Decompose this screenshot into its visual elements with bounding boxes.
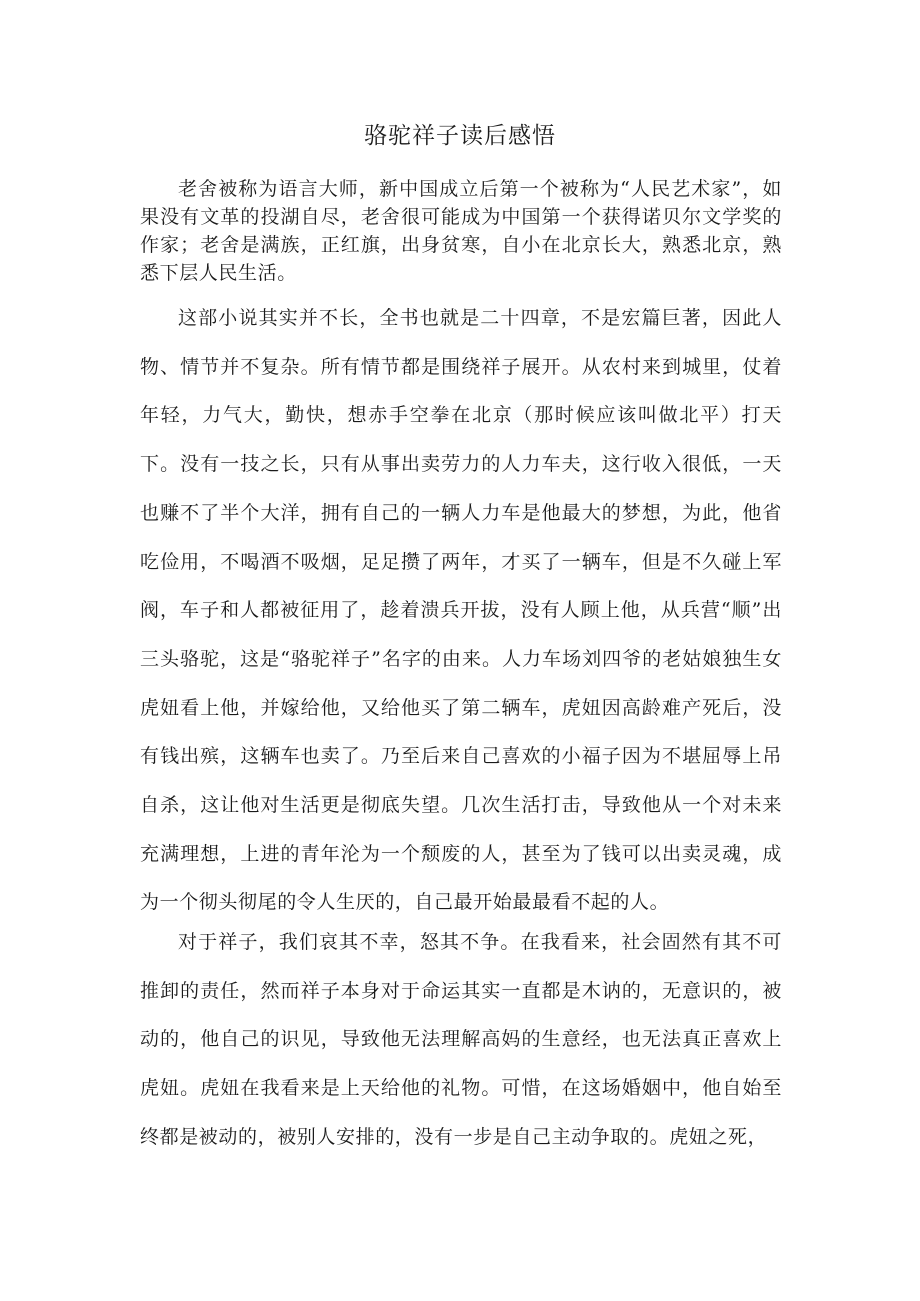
document-title: 骆驼祥子读后感悟 <box>364 123 556 149</box>
paragraph-3: 对于祥子，我们哀其不幸，怒其不争。在我看来，社会固然有其不可推卸的责任，然而祥子本身对于命运其实一直都是木讷的，无意识的，被动的，他自己的识见，导致他无法理解高妈的生意经，也无法真正喜欢上虎妞。虎妞在我看来是上天给他的礼物。可惜，在这场婚姻中，他自始至终都是被动的，被别人安排的，没有一步是自己主动争取的。虎妞之死， <box>140 931 782 1148</box>
paragraph-1: 老舍被称为语言大师，新中国成立后第一个被称为“人民艺术家”，如果没有文革的投湖自尽，老舍很可能成为中国第一个获得诺贝尔文学奖的作家；老舍是满族，正红旗，出身贫寒，自小在北京长大，熟悉北京，熟悉下层人民生活。 <box>140 178 782 284</box>
paragraph-2: 这部小说其实并不长，全书也就是二十四章，不是宏篇巨著，因此人物、情节并不复杂。所有情节都是围绕祥子展开。从农村来到城里，仗着年轻，力气大，勤快，想赤手空拳在北京（那时候应该叫做北平）打天下。没有一技之长，只有从事出卖劳力的人力车夫，这行收入很低，一天也赚不了半个大洋，拥有自己的一辆人力车是他最大的梦想，为此，他省吃俭用，不喝酒不吸烟，足足攒了两年，才买了一辆车，但是不久碰上军阀，车子和人都被征用了，趁着溃兵开拔，没有人顾上他，从兵营“顺”出三头骆驼，这是“骆驼祥子”名字的由来。人力车场刘四爷的老姑娘独生女虎妞看上他，并嫁给他，又给他买了第二辆车，虎妞因高龄难产死后，没有钱出殡，这辆车也卖了。乃至后来自己喜欢的小福子因为不堪屈辱上吊自杀，这让他对生活更是彻底失望。几次生活打击，导致他从一个对未来充满理想，上进的青年沦为一个颓废的人，甚至为了钱可以出卖灵魂，成为一个彻头彻尾的令人生厌的，自己最开始最最看不起的人。 <box>140 307 782 914</box>
